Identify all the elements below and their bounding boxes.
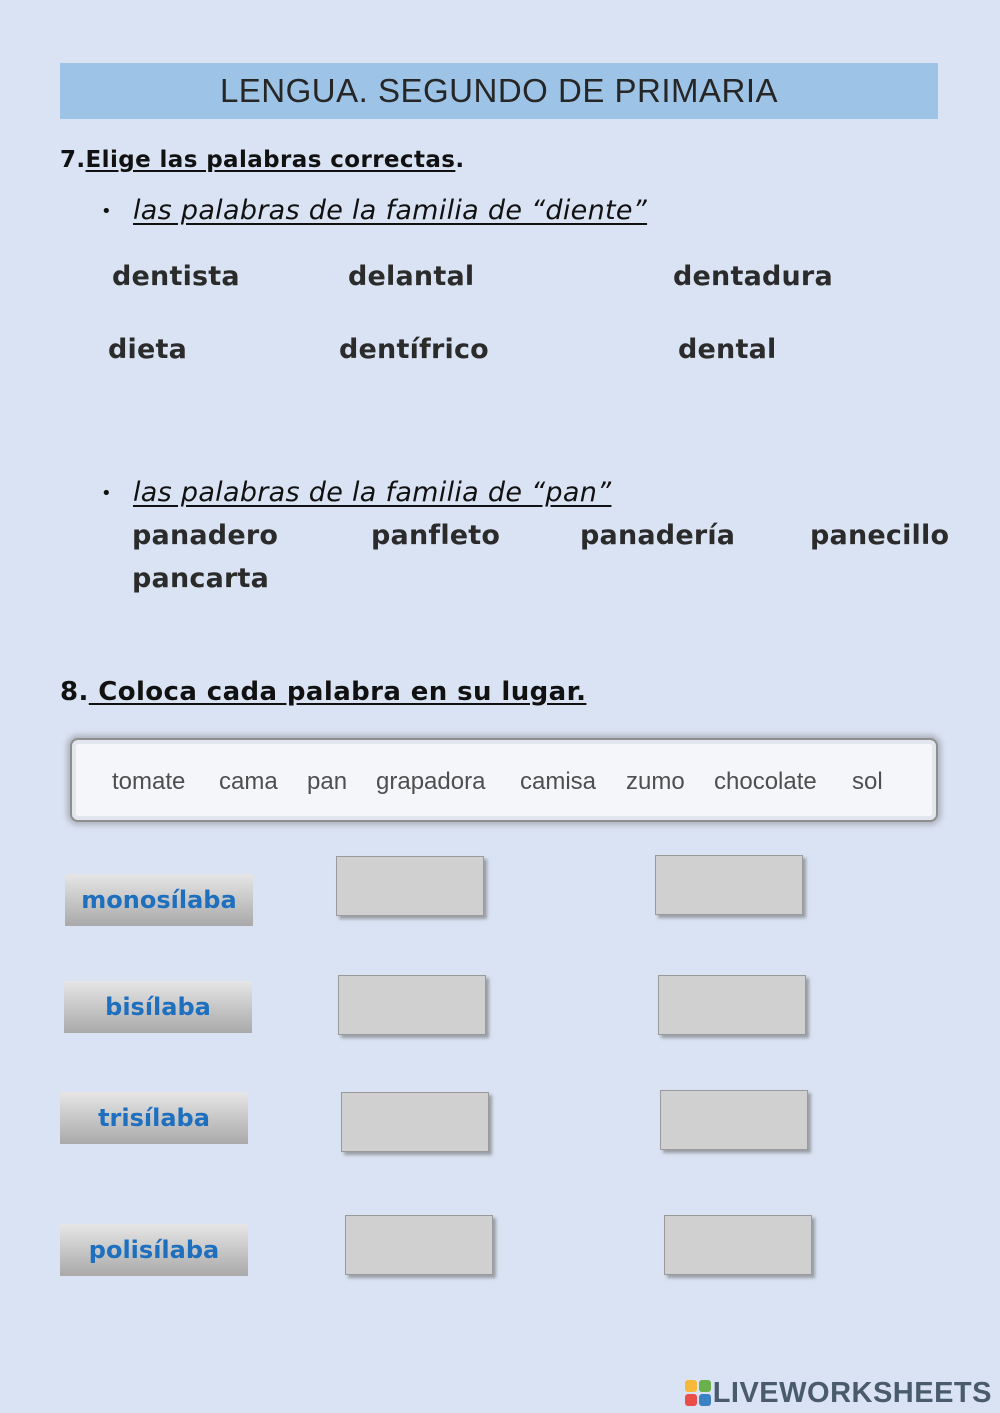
page-title: LENGUA. SEGUNDO DE PRIMARIA [219,72,779,109]
group-pan-prompt-text: las palabras de la familia de “pan” [133,477,612,508]
bank-word[interactable]: chocolate [714,768,817,795]
drop-box[interactable] [655,855,803,915]
question-7-title [60,147,465,173]
logo-square [699,1394,711,1406]
liveworksheets-brand-text: LIVEWORKSHEETS [712,1376,992,1409]
word-option[interactable]: delantal [348,261,475,292]
category-label-trisilaba [60,1092,248,1144]
category-label-polisilaba [60,1224,248,1276]
group-pan-prompt [101,477,612,508]
word-option[interactable]: dieta [108,334,188,365]
drop-box[interactable] [341,1092,489,1152]
category-label-text: polisílaba [88,1236,220,1264]
group-diente-prompt-text: las palabras de la familia de “diente” [133,195,648,226]
group-diente-prompt [101,195,648,226]
question-7-text: Elige las palabras correctas [85,147,456,173]
drop-box[interactable] [664,1215,812,1275]
category-label-text: trisílaba [98,1104,210,1132]
drop-box[interactable] [338,975,486,1035]
bank-word[interactable]: cama [219,768,278,795]
category-label-monosilaba [65,874,253,926]
word-option[interactable]: dental [678,334,777,365]
question-8-title [60,677,586,707]
bullet-icon: • [101,201,112,222]
category-label-bisilaba [64,981,252,1033]
bank-word[interactable]: sol [852,768,883,795]
bullet-icon: • [101,483,112,504]
word-option[interactable]: dentífrico [339,334,489,365]
word-option[interactable]: pancarta [132,563,270,594]
logo-square [685,1380,697,1392]
word-option[interactable]: dentadura [673,261,833,292]
drop-box[interactable] [660,1090,808,1150]
bank-word[interactable]: zumo [626,768,685,795]
logo-square [699,1380,711,1392]
question-7-period: . [455,147,465,173]
bank-word[interactable]: pan [307,768,348,795]
logo-square [685,1394,697,1406]
question-7-number: 7. [60,147,86,173]
word-option[interactable]: dentista [112,261,240,292]
drop-box[interactable] [658,975,806,1035]
word-option[interactable]: panecillo [810,520,950,551]
question-8-text: Coloca cada palabra en su lugar. [88,677,587,707]
liveworksheets-logo [685,1377,992,1409]
drop-box[interactable] [336,856,484,916]
word-option[interactable]: panfleto [371,520,501,551]
page-header-bar [60,63,938,119]
drop-box[interactable] [345,1215,493,1275]
question-8-number: 8. [60,677,89,707]
liveworksheets-logo-icon [685,1380,711,1406]
word-option[interactable]: panadería [580,520,736,551]
category-label-text: monosílaba [81,886,237,914]
bank-word[interactable]: tomate [112,768,186,795]
bank-word[interactable]: grapadora [376,768,486,795]
bank-word[interactable]: camisa [520,768,597,795]
category-label-text: bisílaba [105,993,211,1021]
word-option[interactable]: panadero [132,520,279,551]
